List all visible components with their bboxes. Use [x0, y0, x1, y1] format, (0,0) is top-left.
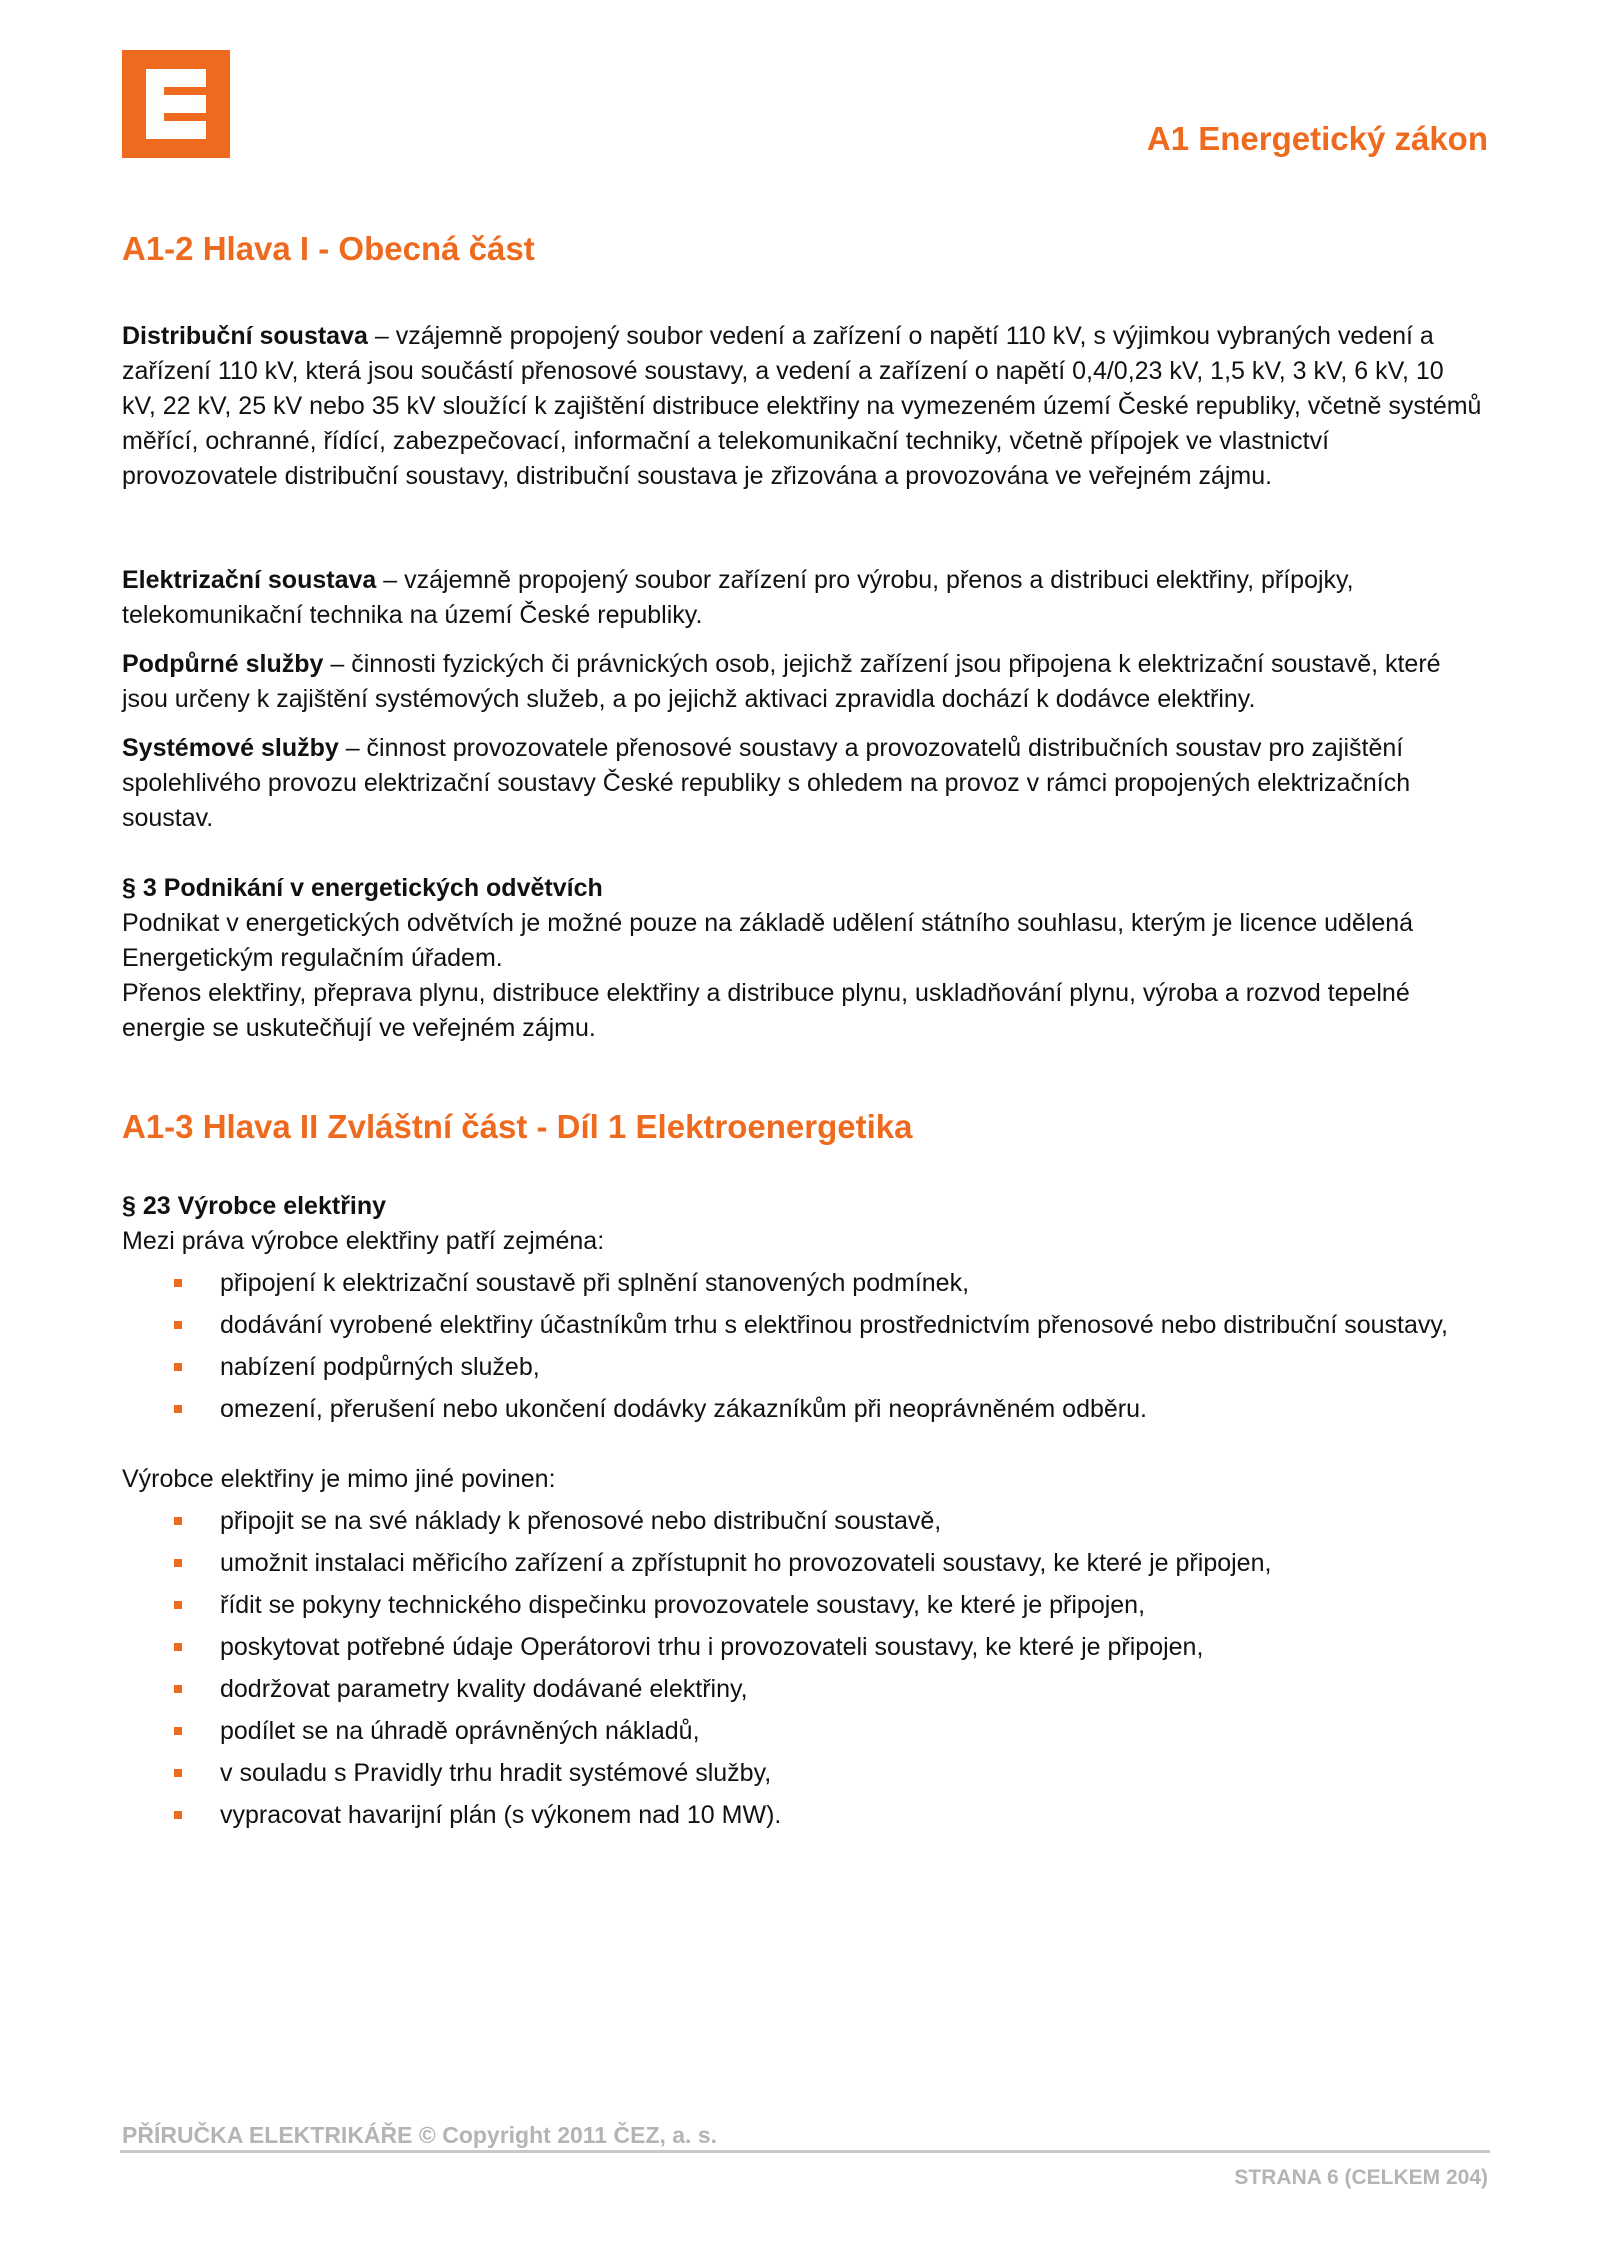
list-item: dodržovat parametry kvality dodávané elektřiny,: [122, 1672, 1482, 1707]
bullet-icon: [174, 1321, 182, 1329]
bullet-icon: [174, 1363, 182, 1371]
definition-term: Distribuční soustava: [122, 322, 368, 350]
body-paragraph: Přenos elektřiny, přeprava plynu, distribuce elektřiny a distribuce plynu, uskladňování plynu, výroba a rozvod tepelné energie se uskutečňují ve veřejném zájmu.: [122, 979, 1410, 1042]
cez-logo: [122, 50, 230, 158]
list-item: připojit se na své náklady k přenosové nebo distribuční soustavě,: [122, 1504, 1482, 1539]
definition-text: – činnosti fyzických či právnických osob, jejichž zařízení jsou připojena k elektrizační soustavě, které jsou určeny k zajištění systémových služeb, a po jejichž aktivaci zpravidla dochází k dodávce elektřiny.: [122, 650, 1441, 713]
section-heading: A1-3 Hlava II Zvláštní část - Díl 1 Elektroenergetika: [122, 1108, 913, 1145]
bullet-icon: [174, 1685, 182, 1693]
definition-term: Elektrizační soustava: [122, 566, 377, 594]
bullet-icon: [174, 1643, 182, 1651]
definition-text: – vzájemně propojený soubor vedení a zařízení o napětí 110 kV, s výjimkou vybraných vedení a zařízení 110 kV, která jsou součástí přenosové soustavy, a vedení a zařízení o napětí 0,4/0,23 kV, 1,5 kV, 3 kV, 6 kV, 10 kV, 22 kV, 25 kV nebo 35 kV sloužící k zajištění distribuce elektřiny na vymezeném území České republiky, včetně systémů měřící, ochranné, řídící, zabezpečovací, informační a telekomunikační techniky, včetně přípojek ve vlastnictví provozovatele distribuční soustavy, distribuční soustava je zřizována a provozována ve veřejném zájmu.: [122, 322, 1482, 490]
list-item: v souladu s Pravidly trhu hradit systémové služby,: [122, 1756, 1482, 1791]
list-item: podílet se na úhradě oprávněných nákladů,: [122, 1714, 1482, 1749]
bullet-icon: [174, 1517, 182, 1525]
definition-text: – činnost provozovatele přenosové soustavy a provozovatelů distribučních soustav pro zajištění spolehlivého provozu elektrizační soustavy České republiky s ohledem na provoz v rámci propojených elektrizačních soustav.: [122, 734, 1411, 832]
body-paragraph: Mezi práva výrobce elektřiny patří zejména:: [122, 1227, 605, 1255]
footer-page-number: STRANA 6 (CELKEM 204): [1234, 2166, 1488, 2189]
definition-text: – vzájemně propojený soubor zařízení pro výrobu, přenos a distribuci elektřiny, přípojky, telekomunikační technika na území České republiky.: [122, 566, 1354, 629]
bullet-icon: [174, 1279, 182, 1287]
main-content: [122, 230, 1482, 1840]
bullet-icon: [174, 1769, 182, 1777]
definition-paragraph: [122, 319, 1482, 494]
list-item: řídit se pokyny technického dispečinku provozovatele soustavy, ke které je připojen,: [122, 1588, 1482, 1623]
section-heading: A1-2 Hlava I - Obecná část: [122, 230, 535, 267]
list-item: nabízení podpůrných služeb,: [122, 1350, 1482, 1385]
list-item: vypracovat havarijní plán (s výkonem nad 10 MW).: [122, 1798, 1482, 1833]
bullet-icon: [174, 1727, 182, 1735]
chapter-title: A1 Energetický zákon: [1146, 120, 1488, 157]
list-item: umožnit instalaci měřicího zařízení a zpřístupnit ho provozovateli soustavy, ke které je připojen,: [122, 1546, 1482, 1581]
footer-divider: [120, 2150, 1490, 2153]
subsection-heading: § 3 Podnikání v energetických odvětvích: [122, 874, 603, 902]
duties-list: [122, 1504, 1482, 1833]
body-paragraph: Výrobce elektřiny je mimo jiné povinen:: [122, 1465, 556, 1493]
footer-copyright: PŘÍRUČKA ELEKTRIKÁŘE © Copyright 2011 ČEZ, a. s.: [122, 2122, 718, 2148]
bullet-icon: [174, 1405, 182, 1413]
subsection-heading: § 23 Výrobce elektřiny: [122, 1192, 387, 1220]
definition-paragraph: [122, 647, 1482, 717]
bullet-icon: [174, 1601, 182, 1609]
body-paragraph: Podnikat v energetických odvětvích je možné pouze na základě udělení státního souhlasu, kterým je licence udělená Energetickým regulačním úřadem.: [122, 909, 1414, 972]
list-item: dodávání vyrobené elektřiny účastníkům trhu s elektřinou prostřednictvím přenosové nebo distribuční soustavy,: [122, 1308, 1482, 1343]
bullet-icon: [174, 1559, 182, 1567]
definition-paragraph: [122, 563, 1482, 633]
definition-term: Podpůrné služby: [122, 650, 324, 678]
list-item: poskytovat potřebné údaje Operátorovi trhu i provozovateli soustavy, ke které je připojen,: [122, 1630, 1482, 1665]
definition-paragraph: [122, 731, 1482, 836]
rights-list: [122, 1266, 1482, 1427]
bullet-icon: [174, 1811, 182, 1819]
definition-term: Systémové služby: [122, 734, 339, 762]
list-item: připojení k elektrizační soustavě při splnění stanovených podmínek,: [122, 1266, 1482, 1301]
list-item: omezení, přerušení nebo ukončení dodávky zákazníkům při neoprávněném odběru.: [122, 1392, 1482, 1427]
